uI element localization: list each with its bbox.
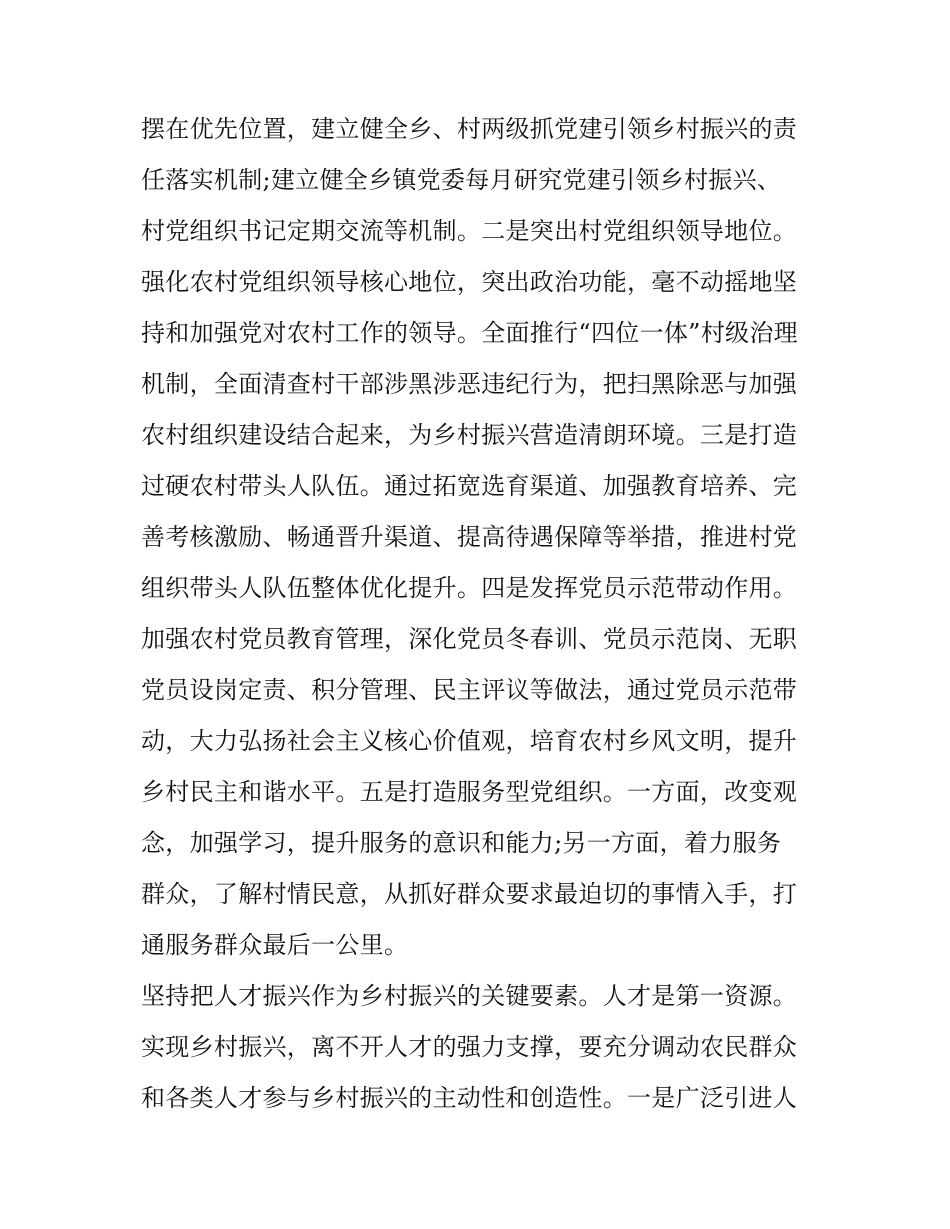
text-line: 善考核激励、畅通晋升渠道、提高待遇保障等举措，推进村党: [141, 523, 798, 551]
text-line: 过硬农村带头人队伍。通过拓宽选育渠道、加强教育培养、完: [141, 472, 798, 500]
body-text: [141, 104, 821, 1124]
text-line: 机制，全面清查村干部涉黑涉恶违纪行为，把扫黑除恶与加强: [141, 370, 798, 398]
text-line: 通服务群众最后一公里。: [141, 931, 409, 959]
text-line: 加强农村党员教育管理，深化党员冬春训、党员示范岗、无职: [141, 625, 798, 653]
text-line: 任落实机制;建立健全乡镇党委每月研究党建引领乡村振兴、: [141, 166, 782, 194]
text-line: 念，加强学习，提升服务的意识和能力;另一方面，着力服务: [141, 829, 782, 857]
text-line: 村党组织书记定期交流等机制。二是突出村党组织领导地位。: [141, 217, 798, 245]
text-line: 持和加强党对农村工作的领导。全面推行“四位一体”村级治理: [141, 319, 798, 347]
text-line: 实现乡村振兴，离不开人才的强力支撑，要充分调动农民群众: [141, 1033, 798, 1061]
text-line: 群众，了解村情民意，从抓好群众要求最迫切的事情入手，打: [141, 880, 798, 908]
text-line: 动，大力弘扬社会主义核心价值观，培育农村乡风文明，提升: [141, 727, 798, 755]
text-line: 乡村民主和谐水平。五是打造服务型党组织。一方面，改变观: [141, 778, 798, 806]
text-line: 党员设岗定责、积分管理、民主评议等做法，通过党员示范带: [141, 676, 798, 704]
text-line: 农村组织建设结合起来，为乡村振兴营造清朗环境。三是打造: [141, 421, 798, 449]
text-line: 摆在优先位置，建立健全乡、村两级抓党建引领乡村振兴的责: [141, 115, 798, 143]
text-line: 组织带头人队伍整体优化提升。四是发挥党员示范带动作用。: [141, 574, 798, 602]
text-line: 强化农村党组织领导核心地位，突出政治功能，毫不动摇地坚: [141, 268, 798, 296]
text-line: 和各类人才参与乡村振兴的主动性和创造性。一是广泛引进人: [141, 1084, 798, 1112]
text-line: 坚持把人才振兴作为乡村振兴的关键要素。人才是第一资源。: [141, 982, 798, 1010]
